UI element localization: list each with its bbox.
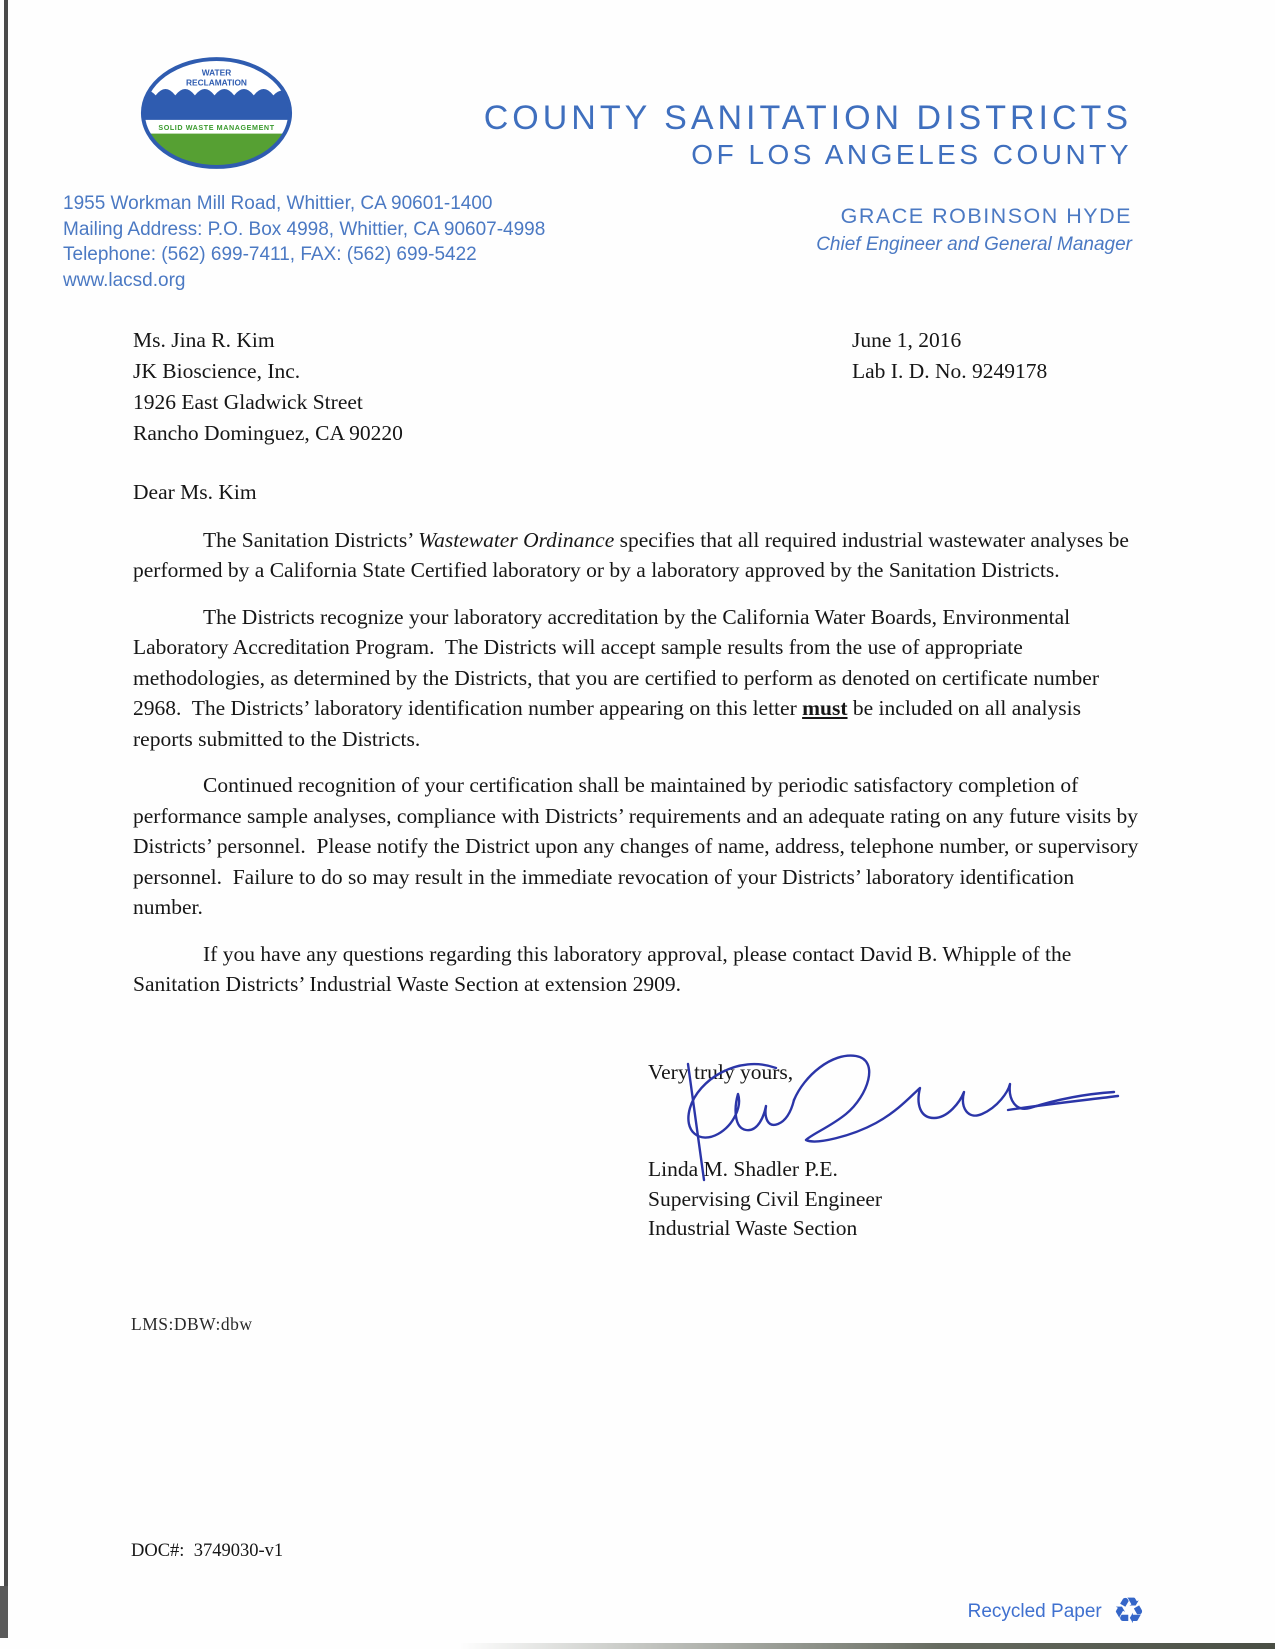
org-name-line2: OF LOS ANGELES COUNTY bbox=[691, 139, 1132, 170]
salutation: Dear Ms. Kim bbox=[133, 480, 257, 504]
recycled-paper-label: Recycled Paper bbox=[967, 1601, 1102, 1622]
signer-section: Industrial Waste Section bbox=[648, 1216, 858, 1240]
water-reclamation-seal-icon bbox=[138, 54, 295, 172]
paragraph-3: Continued recognition of your certification shall be maintained by periodic satisfactory completion of performance sample analyses, compliance with Districts’ requirements and an adequate rating on any future visits by Districts’ personnel. Please notify the District upon any changes of name, address, telephone number, or supervisory personnel. Failure to do so may result in the immediate revocation of your Districts’ laboratory identification number. bbox=[133, 773, 1144, 919]
p1-text-pre: The Sanitation Districts’ bbox=[203, 527, 419, 552]
recipient-street: 1926 East Gladwick Street bbox=[133, 390, 363, 414]
signer-block bbox=[648, 1155, 882, 1244]
complimentary-closing: Very truly yours, bbox=[648, 1060, 794, 1084]
scan-artifact-left-edge bbox=[4, 0, 8, 1638]
lab-id-number: Lab I. D. No. 9249178 bbox=[852, 359, 1048, 383]
logo-reclamation-label: RECLAMATION bbox=[186, 77, 247, 88]
logo-water-label: WATER bbox=[201, 67, 232, 78]
signer-name: Linda M. Shadler P.E. bbox=[648, 1157, 838, 1181]
address-line-website: www.lacsd.org bbox=[63, 269, 186, 291]
reference-initials: LMS:DBW:dbw bbox=[131, 1314, 253, 1334]
logo-solid-waste-label: SOLID WASTE MANAGEMENT bbox=[158, 124, 275, 133]
signer-title: Supervising Civil Engineer bbox=[648, 1186, 883, 1211]
p2-must-emphasis: must bbox=[802, 696, 848, 720]
recipient-address-block bbox=[133, 325, 403, 449]
recipient-name: Ms. Jina R. Kim bbox=[133, 328, 275, 352]
scan-artifact-left-foot bbox=[0, 1586, 8, 1638]
document-number: DOC#: 3749030-v1 bbox=[131, 1541, 284, 1561]
officer-title: Chief Engineer and General Manager bbox=[816, 234, 1132, 255]
date-block bbox=[852, 325, 1047, 387]
scan-artifact-bottom-edge bbox=[315, 1643, 1275, 1649]
address-line-telephone: Telephone: (562) 699-7411, FAX: (562) 699-5422 bbox=[63, 244, 477, 265]
recycled-paper-note bbox=[967, 1591, 1145, 1632]
org-name-line1: COUNTY SANITATION DISTRICTS bbox=[483, 99, 1132, 137]
district-seal-logo bbox=[138, 54, 295, 177]
recipient-city: Rancho Dominguez, CA 90220 bbox=[133, 421, 403, 445]
p2-text-post: be included on all analysis reports submitted to the Districts. bbox=[133, 696, 1087, 751]
p1-text-post: specifies that all required industrial wastewater analyses be performed by a California State Certified laboratory or by a laboratory approved by the Sanitation Districts. bbox=[133, 527, 1135, 582]
p1-wastewater-ordinance-italic: Wastewater Ordinance bbox=[418, 527, 615, 552]
address-line-mailing: Mailing Address: P.O. Box 4998, Whittier, CA 90607-4998 bbox=[63, 218, 546, 240]
recipient-company: JK Bioscience, Inc. bbox=[133, 359, 301, 383]
headquarters-address bbox=[63, 191, 545, 293]
letter-body bbox=[133, 477, 1143, 1000]
organization-title bbox=[484, 101, 1132, 169]
officer-block bbox=[816, 204, 1132, 256]
paragraph-2 bbox=[133, 602, 1143, 755]
paragraph-4: If you have any questions regarding this laboratory approval, please contact David B. Whipple of the Sanitation Districts’ Industrial Waste Section at extension 2909. bbox=[133, 941, 1077, 996]
recycle-icon: ♻ bbox=[1112, 1591, 1145, 1632]
p2-text-pre: The Districts recognize your laboratory accreditation by the California Water Boards, Environmental Laboratory Accreditation Program. The Districts will accept sample results from the use of appropriate methodologies, as determined by the Districts, that you are certified to perform as denoted on certificate number 2968. The Districts’ laboratory identification number appearing on this letter bbox=[133, 604, 1105, 720]
letter-date: June 1, 2016 bbox=[852, 328, 962, 352]
officer-name: GRACE ROBINSON HYDE bbox=[840, 204, 1132, 228]
address-line-street: 1955 Workman Mill Road, Whittier, CA 90601-1400 bbox=[63, 193, 493, 214]
paragraph-1 bbox=[133, 525, 1143, 586]
